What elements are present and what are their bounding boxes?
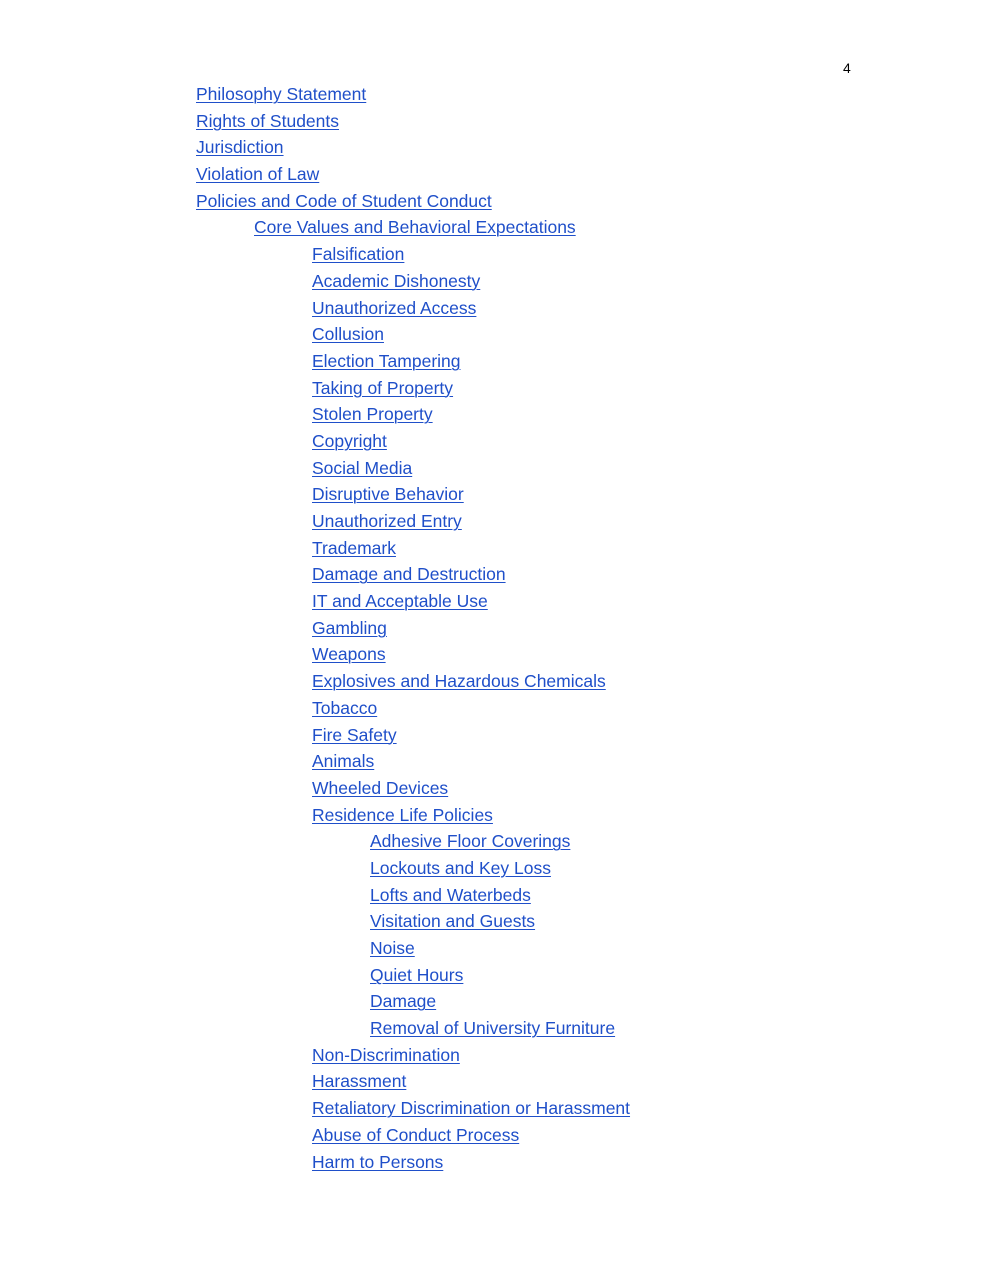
page-number: 4 xyxy=(843,60,851,76)
toc-entry xyxy=(0,962,990,989)
toc-link[interactable]: Lofts and Waterbeds xyxy=(370,884,531,905)
toc-link[interactable]: Noise xyxy=(370,938,415,958)
toc-link[interactable]: Social Media xyxy=(312,457,413,478)
toc-entry xyxy=(0,535,990,562)
toc-link[interactable]: Quiet Hours xyxy=(370,964,464,985)
toc-entry xyxy=(0,134,990,161)
toc-link[interactable]: Core Values and Behavioral Expectations xyxy=(254,217,576,238)
toc-entry xyxy=(0,348,990,375)
toc-entry xyxy=(0,268,990,295)
toc-entry xyxy=(0,722,990,749)
toc-entry xyxy=(0,508,990,535)
toc-entry xyxy=(0,1122,990,1149)
toc-link[interactable]: Tobacco xyxy=(312,697,378,718)
toc-link[interactable]: Gambling xyxy=(312,617,387,638)
toc-link[interactable]: Fire Safety xyxy=(312,724,397,745)
toc-link[interactable]: Adhesive Floor Coverings xyxy=(370,831,571,852)
toc-link[interactable]: Lockouts and Key Loss xyxy=(370,857,551,878)
toc-link[interactable]: Trademark xyxy=(312,537,396,558)
toc-link[interactable]: IT and Acceptable Use xyxy=(312,591,488,612)
toc-entry xyxy=(0,295,990,322)
toc-link[interactable]: Weapons xyxy=(312,644,386,665)
toc-entry xyxy=(0,321,990,348)
toc-link[interactable]: Damage and Destruction xyxy=(312,564,506,585)
toc-entry xyxy=(0,1095,990,1122)
toc-link[interactable]: Retaliatory Discrimination or Harassment xyxy=(312,1098,631,1119)
toc-entry xyxy=(0,214,990,241)
toc-entry xyxy=(0,561,990,588)
table-of-contents xyxy=(0,81,990,1175)
toc-entry xyxy=(0,1068,990,1095)
toc-entry xyxy=(0,882,990,909)
toc-link[interactable]: Harm to Persons xyxy=(312,1151,444,1172)
toc-entry xyxy=(0,455,990,482)
toc-entry xyxy=(0,748,990,775)
toc-entry xyxy=(0,428,990,455)
toc-entry xyxy=(0,908,990,935)
toc-entry xyxy=(0,695,990,722)
toc-entry xyxy=(0,641,990,668)
toc-entry xyxy=(0,1015,990,1042)
toc-entry xyxy=(0,188,990,215)
toc-link[interactable]: Explosives and Hazardous Chemicals xyxy=(312,671,606,692)
toc-entry xyxy=(0,775,990,802)
toc-link[interactable]: Damage xyxy=(370,991,437,1012)
toc-entry xyxy=(0,1042,990,1069)
toc-link[interactable]: Animals xyxy=(312,751,375,772)
toc-link[interactable]: Copyright xyxy=(312,430,387,451)
toc-link[interactable]: Academic Dishonesty xyxy=(312,270,481,291)
toc-entry xyxy=(0,161,990,188)
toc-link[interactable]: Wheeled Devices xyxy=(312,777,449,798)
toc-link[interactable]: Visitation and Guests xyxy=(370,911,536,932)
toc-link[interactable]: Unauthorized Access xyxy=(312,297,477,318)
toc-entry xyxy=(0,668,990,695)
toc-link[interactable]: Jurisdiction xyxy=(196,137,284,158)
toc-link[interactable]: Policies and Code of Student Conduct xyxy=(196,190,492,211)
toc-entry xyxy=(0,988,990,1015)
toc-entry xyxy=(0,375,990,402)
toc-entry xyxy=(0,935,990,962)
toc-entry xyxy=(0,1149,990,1176)
toc-link[interactable]: Taking of Property xyxy=(312,377,454,398)
toc-entry xyxy=(0,802,990,829)
toc-entry xyxy=(0,401,990,428)
toc-entry xyxy=(0,588,990,615)
toc-entry xyxy=(0,828,990,855)
toc-link[interactable]: Rights of Students xyxy=(196,110,339,131)
toc-entry xyxy=(0,855,990,882)
toc-link[interactable]: Violation of Law xyxy=(196,164,320,185)
toc-link[interactable]: Non-Discrimination xyxy=(312,1044,460,1065)
toc-link[interactable]: Stolen Property xyxy=(312,404,433,425)
toc-link[interactable]: Residence Life Policies xyxy=(312,804,493,825)
toc-link[interactable]: Unauthorized Entry xyxy=(312,511,462,531)
toc-link[interactable]: Removal of University Furniture xyxy=(370,1018,616,1039)
toc-link[interactable]: Election Tampering xyxy=(312,350,461,371)
toc-entry xyxy=(0,81,990,108)
toc-link[interactable]: Harassment xyxy=(312,1071,407,1092)
toc-link[interactable]: Abuse of Conduct Process xyxy=(312,1124,520,1145)
toc-entry xyxy=(0,481,990,508)
toc-link[interactable]: Falsification xyxy=(312,244,405,265)
toc-link[interactable]: Collusion xyxy=(312,324,384,345)
toc-entry xyxy=(0,241,990,268)
toc-link[interactable]: Philosophy Statement xyxy=(196,84,367,104)
toc-entry xyxy=(0,615,990,642)
toc-link[interactable]: Disruptive Behavior xyxy=(312,484,464,505)
toc-entry xyxy=(0,108,990,135)
